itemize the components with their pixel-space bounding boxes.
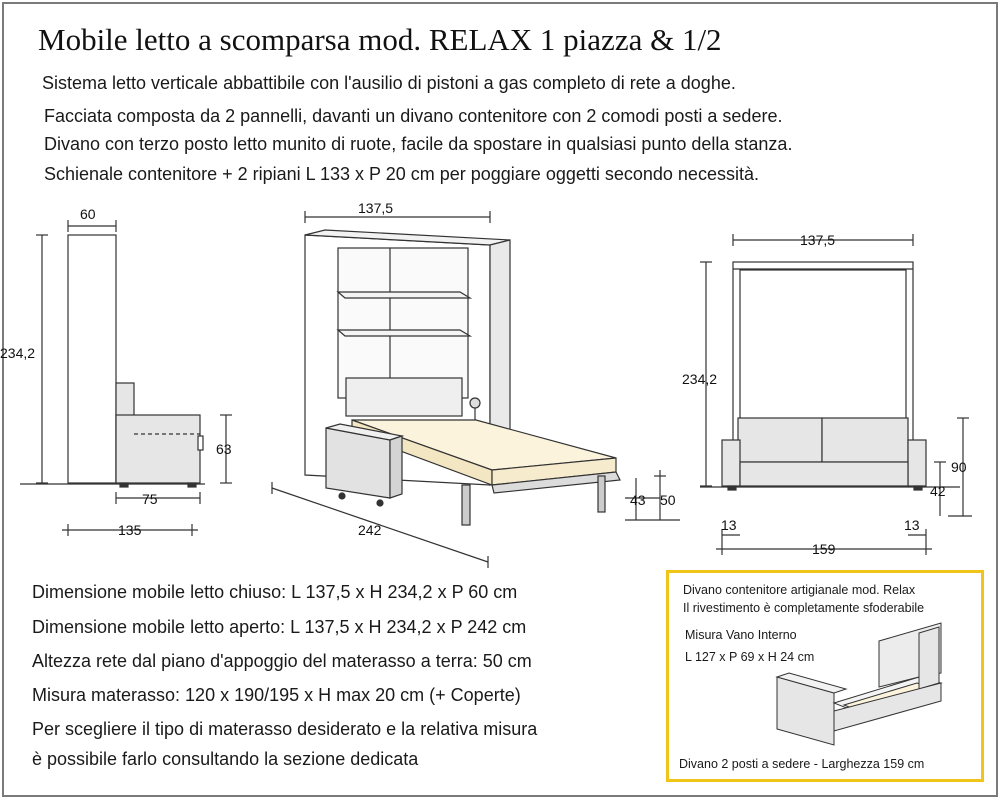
description-line-1: Sistema letto verticale abbattibile con l'ausilio di pistoni a gas completo di rete a doghe. [42, 73, 736, 93]
perspective-backrest [346, 378, 462, 416]
label-side-depth: 60 [80, 206, 96, 222]
perspective-inner-back [338, 248, 468, 398]
inset-line-3: Misura Vano Interno [685, 628, 797, 642]
page-title: Mobile letto a scomparsa mod. RELAX 1 piazza & 1/2 [38, 22, 722, 57]
spec-line-5: Per scegliere il tipo di materasso desiderato e la relativa misura [32, 719, 538, 739]
inset-sofa [777, 623, 941, 745]
label-front-total-width: 159 [812, 541, 836, 557]
perspective-shelf-1 [338, 292, 470, 298]
perspective-piston [470, 398, 480, 408]
spec-line-1: Dimensione mobile letto chiuso: L 137,5 x H 234,2 x P 60 cm [32, 582, 518, 602]
side-view [20, 220, 232, 536]
label-front-seat-height: 42 [930, 483, 946, 499]
front-cabinet-panel [740, 270, 906, 420]
side-cabinet [68, 235, 116, 483]
front-sofa-arm-left [722, 440, 740, 486]
label-side-sofa-depth: 75 [142, 491, 158, 507]
sofa-info-box [666, 570, 984, 782]
side-foot [120, 483, 128, 487]
perspective-leg [462, 485, 470, 525]
spec-line-2: Dimensione mobile letto aperto: L 137,5 x H 234,2 x P 242 cm [32, 617, 527, 637]
description-line-3: Divano con terzo posto letto munito di ruote, facile da spostare in qualsiasi punto della stanza. [44, 134, 793, 154]
label-front-back-height: 90 [951, 459, 967, 475]
description-line-2: Facciata composta da 2 pannelli, davanti un divano contenitore con 2 comodi posti a sedere. [44, 106, 783, 126]
side-sofa-handle [198, 436, 203, 450]
perspective-leg [598, 476, 605, 512]
spec-line-6: è possibile farlo consultando la sezione dedicata [32, 749, 419, 769]
label-perspective-bed-height: 50 [660, 492, 676, 508]
label-front-side-left: 13 [721, 517, 737, 533]
label-front-height: 234,2 [682, 371, 718, 387]
side-foot [188, 483, 196, 487]
label-perspective-frame-height: 43 [630, 492, 646, 508]
description-line-4: Schienale contenitore + 2 ripiani L 133 x P 20 cm per poggiare oggetti secondo necessità. [44, 164, 759, 184]
front-sofa-cushion-left [738, 418, 822, 462]
label-side-sofa-height: 63 [216, 441, 232, 457]
front-sofa-seat [740, 462, 908, 486]
label-side-height: 234,2 [0, 345, 36, 361]
spec-line-3: Altezza rete dal piano d'appoggio del materasso a terra: 50 cm [32, 651, 532, 671]
label-perspective-width: 137,5 [358, 200, 394, 216]
label-side-total-depth: 135 [118, 522, 142, 538]
front-sofa-arm-right [908, 440, 926, 486]
perspective-shelf-2 [338, 330, 470, 336]
label-front-width: 137,5 [800, 232, 836, 248]
inset-line-1: Divano contenitore artigianale mod. Relax [683, 583, 916, 597]
inset-line-2: Il rivestimento è completamente sfoderabile [683, 601, 925, 615]
label-front-side-right: 13 [904, 517, 920, 533]
perspective-sofa-side [390, 436, 402, 498]
label-perspective-depth: 242 [358, 522, 382, 538]
inset-sofa-drawing [669, 573, 981, 779]
front-sofa-cushion-right [822, 418, 908, 462]
perspective-view [272, 211, 680, 568]
inset-caption: Divano 2 posti a sedere - Larghezza 159 cm [679, 757, 925, 771]
side-sofa-seat [116, 415, 200, 483]
inset-line-4: L 127 x P 69 x H 24 cm [685, 650, 815, 664]
front-view [700, 234, 972, 555]
spec-line-4: Misura materasso: 120 x 190/195 x H max 20 cm (+ Coperte) [32, 685, 521, 705]
inset-arm-right [919, 627, 939, 689]
